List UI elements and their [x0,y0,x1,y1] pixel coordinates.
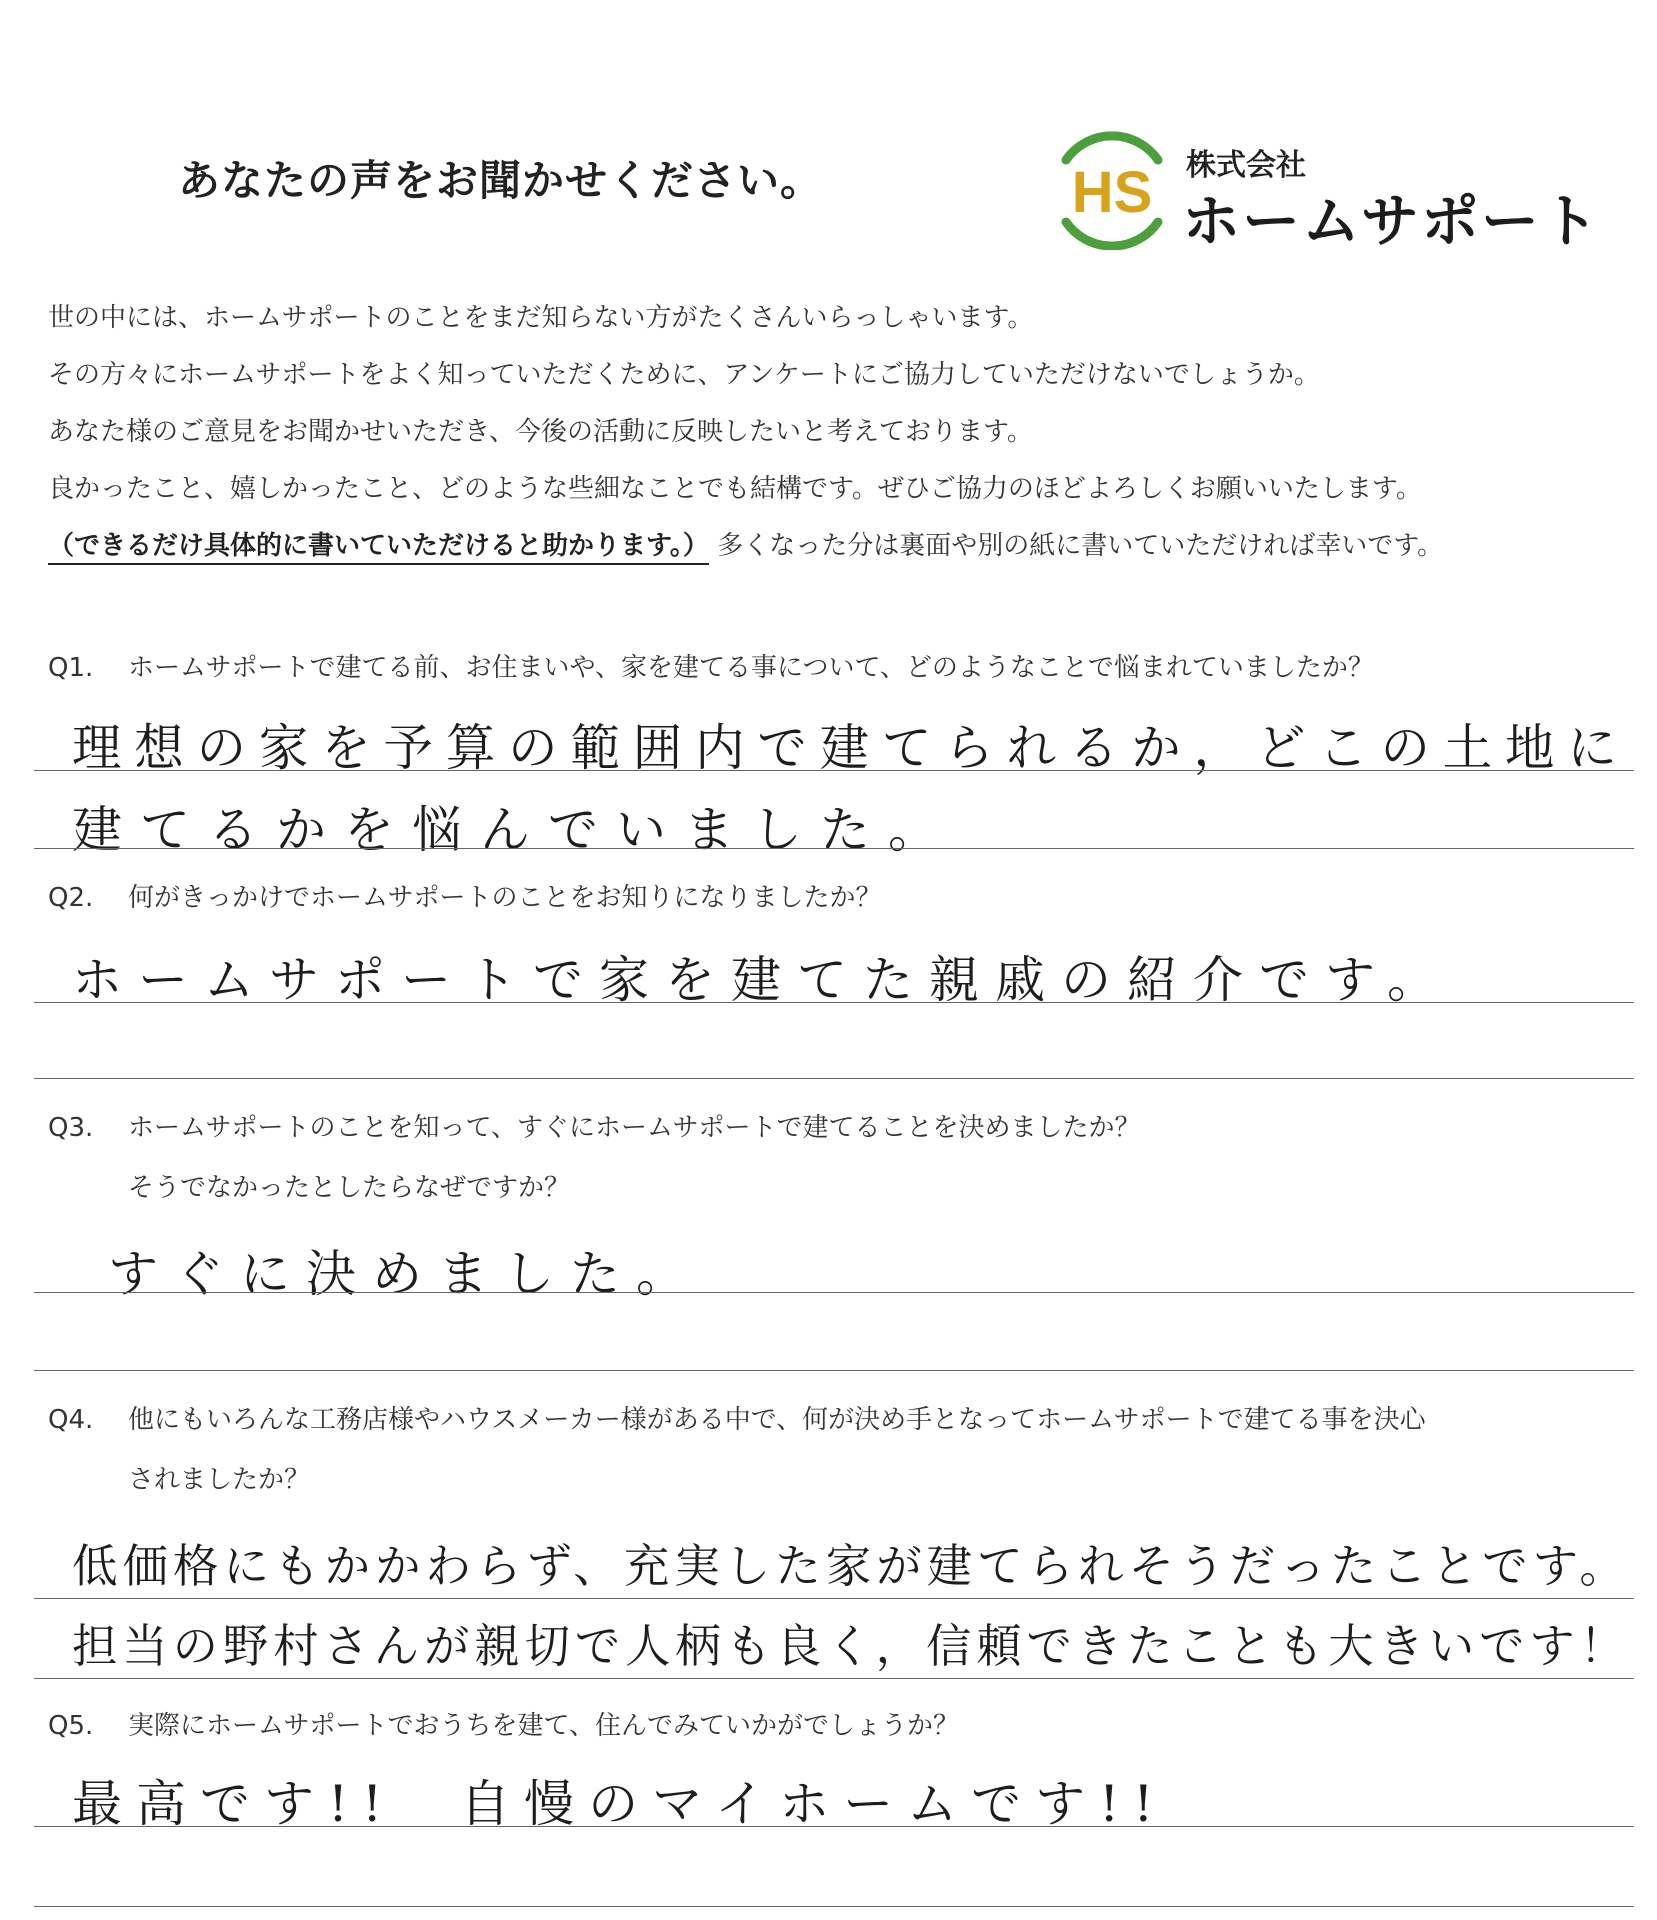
question-text-continued: されましたか？ [128,1465,311,1495]
question-text: ホームサポートで建てる前、お住まいや、家を建てる事について、どのようなことで悩まれていましたか？ [128,653,1374,683]
question-number: Q1. [48,653,94,683]
question-4 [48,1390,1426,1450]
question-5 [48,1696,959,1756]
question-text: 他にもいろんな工務店様やハウスメーカー様がある中で、何が決め手となってホームサポートで建てる事を決心 [128,1405,1426,1435]
page-title: あなたの声をお聞かせください。 [178,156,824,205]
company-logo [1048,130,1608,255]
intro-text [48,290,1628,575]
answer-line: 低価格にもかかわらず、充実した家が建てられそうだったことです。 [72,1539,1630,1593]
answer-line: ホームサポートで家を建てた親戚の紹介です。 [72,951,1453,1009]
answer-rule [34,1002,1634,1003]
answer-line: 建てるかを悩んでいました。 [72,801,956,859]
logo-mark-text: HS [1071,160,1153,225]
question-3 [48,1098,1140,1158]
answer-line: 担当の野村さんが親切で人柄も良く，信頼できたことも大きいです！ [72,1619,1630,1673]
question-2 [48,868,881,928]
answer-rule [34,770,1634,771]
answer-rule [34,848,1634,849]
answer-line: 最高です!! 自慢のマイホームです!! [72,1775,1168,1833]
question-text: ホームサポートのことを知って、すぐにホームサポートで建てることを決めましたか？ [128,1113,1141,1143]
intro-line-rest: 多くなった分は裏面や別の紙に書いていただければ幸いです。 [717,531,1444,561]
question-4-continued [48,1450,310,1510]
intro-line [48,518,1628,575]
question-number: Q3. [48,1113,94,1143]
logo-company-name: ホームサポート [1182,187,1601,255]
answer-rule [34,1292,1634,1293]
question-text-continued: そうでなかったとしたらなぜですか？ [128,1173,571,1203]
logo-company-prefix: 株式会社 [1186,148,1306,183]
hs-logo-icon [1048,130,1176,250]
question-text: 実際にホームサポートでおうちを建て、住んでみていかがでしょうか？ [128,1711,959,1741]
answer-rule [34,1598,1634,1599]
intro-line: あなた様のご意見をお聞かせいただき、今後の活動に反映したいと考えております。 [48,417,1033,447]
answer-rule [34,1078,1634,1079]
question-3-continued [48,1158,570,1218]
intro-emphasis: （できるだけ具体的に書いていただけると助かります。） [48,531,709,565]
answer-line: すぐに決めました。 [108,1245,702,1303]
intro-line: 良かったこと、嬉しかったこと、どのような些細なことでも結構です。ぜひご協力のほどよろしくお願いいたします。 [48,474,1422,504]
answer-rule [34,1826,1634,1827]
answer-rule [34,1906,1634,1907]
question-1 [48,638,1374,698]
answer-line: 理想の家を予算の範囲内で建てられるか，どこの土地に [72,719,1630,777]
question-number: Q4. [48,1405,94,1435]
answer-rule [34,1370,1634,1371]
question-text: 何がきっかけでホームサポートのことをお知りになりましたか？ [128,883,882,913]
intro-line: 世の中には、ホームサポートのことをまだ知らない方がたくさんいらっしゃいます。 [48,303,1034,333]
question-number: Q2. [48,883,94,913]
question-number: Q5. [48,1711,94,1741]
intro-line: その方々にホームサポートをよく知っていただくために、アンケートにご協力していただけないでしょうか。 [48,360,1320,390]
answer-rule [34,1678,1634,1679]
